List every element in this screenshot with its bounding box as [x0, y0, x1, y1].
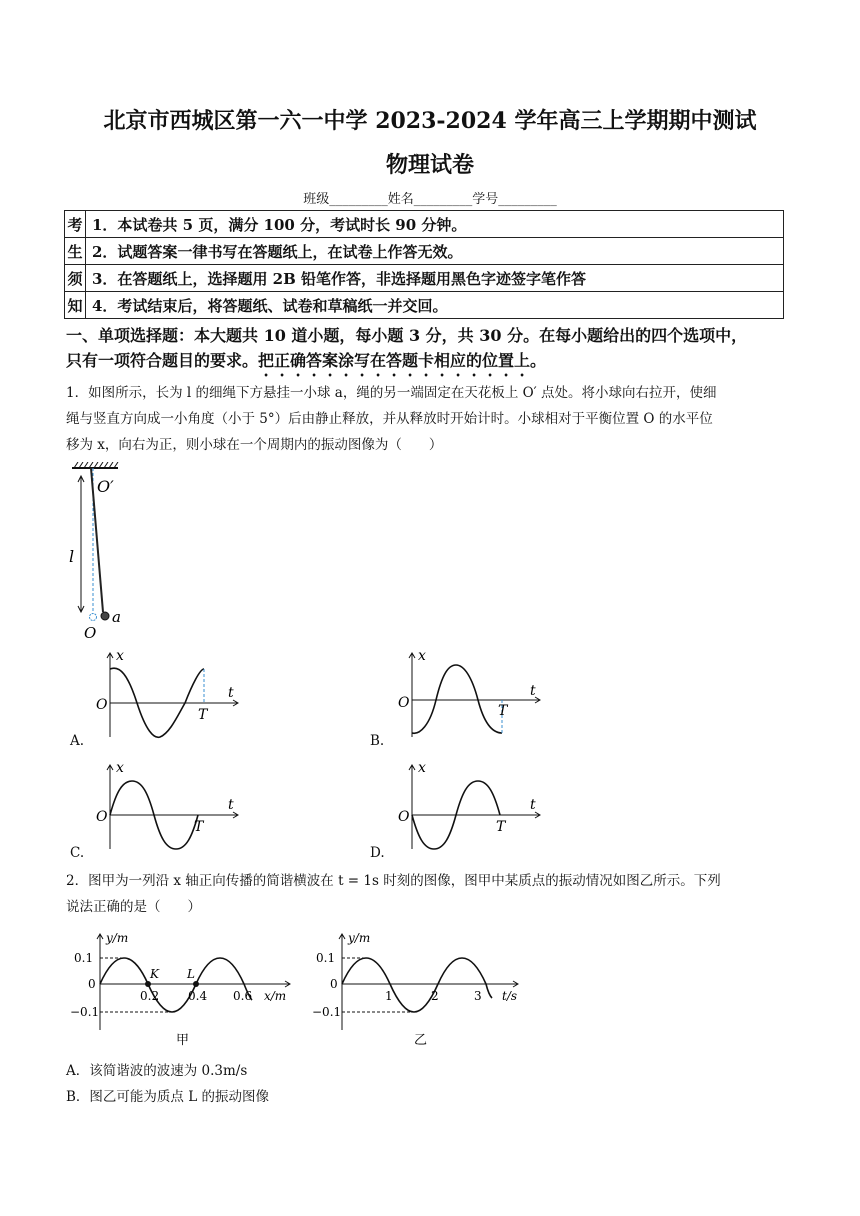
ytick-label: 0.1: [316, 951, 336, 965]
label-o-prime: O′: [97, 477, 114, 496]
xtick-label: 3: [474, 989, 482, 1003]
exam-notice-table: [64, 210, 784, 319]
axis-t-label: t: [530, 683, 536, 699]
option-d-label: D.: [370, 845, 385, 861]
question-1-text: [66, 380, 796, 458]
question-1-line: 移为 x，向右为正，则小球在一个周期内的振动图像为（ ）: [66, 437, 443, 453]
notice-item: 2．试题答案一律书写在答题纸上，在试卷上作答无效。: [86, 238, 784, 265]
x-axis-label: x/m: [264, 989, 287, 1003]
label-o: O: [84, 624, 97, 642]
point-k-label: K: [150, 967, 159, 981]
option-b-label: B.: [370, 733, 385, 749]
notice-side-char: 考: [65, 211, 86, 238]
page-title: 北京市西城区第一六一中学 2023-2024 学年高三上学期期中测试: [103, 108, 757, 134]
question-2-line: 说法正确的是（ ）: [66, 899, 201, 915]
axis-x-label: x: [116, 760, 124, 776]
xtick-label: 2: [431, 989, 439, 1003]
origin-label: O: [398, 695, 410, 711]
origin-label: O: [96, 809, 108, 825]
section-heading-plain: 只有一项符合题目的要求。: [66, 351, 259, 370]
axis-x-label: x: [116, 648, 124, 664]
option-a-label: A.: [70, 733, 85, 749]
notice-side-char: 知: [65, 292, 86, 319]
wave-figure-jia: [70, 928, 300, 1050]
axis-x-label: x: [418, 760, 426, 776]
origin-label: O: [398, 809, 410, 825]
ytick-label: 0: [330, 977, 338, 991]
ytick-label: 0.1: [74, 951, 94, 965]
xtick-label: 0.6: [233, 989, 253, 1003]
page-subtitle: 物理试卷: [385, 152, 474, 178]
option-c-label: C.: [70, 845, 85, 861]
notice-side-char: 生: [65, 238, 86, 265]
notice-item: 3．在答题纸上，选择题用 2B 铅笔作答，非选择题用黑色字迹签字笔作答: [86, 265, 784, 292]
question-2-text: [66, 868, 796, 920]
axis-x-label: x: [418, 648, 426, 664]
notice-item: 4．考试结束后，将答题纸、试卷和草稿纸一并交回。: [86, 292, 784, 319]
xtick-label: 1: [385, 989, 393, 1003]
option-a-text: A．该简谐波的波速为 0.3m/s: [66, 1063, 248, 1079]
axis-t-label: t: [228, 685, 234, 701]
label-length: l: [69, 547, 75, 566]
option-d-graph: [392, 757, 552, 857]
section-heading-line2: [66, 348, 796, 380]
period-label: T: [496, 819, 506, 835]
notice-item: 1．本试卷共 5 页，满分 100 分，考试时长 90 分钟。: [86, 211, 784, 238]
period-label: T: [198, 707, 208, 723]
period-label: T: [194, 819, 204, 835]
xtick-label: 0.4: [188, 989, 208, 1003]
pendulum-figure: [66, 462, 136, 644]
y-axis-label: y/m: [348, 931, 371, 945]
ytick-label: −0.1: [312, 1005, 342, 1019]
period-label: T: [498, 703, 508, 719]
figure-caption: 甲: [176, 1033, 190, 1048]
question-2-line: 2．图甲为一列沿 x 轴正向传播的简谐横波在 t = 1s 时刻的图像，图甲中某质点的振动情况如图乙所示。下列: [66, 873, 721, 889]
origin-label: O: [96, 697, 108, 713]
axis-t-label: t: [228, 797, 234, 813]
wave-figure-yi: [308, 928, 528, 1050]
option-b-graph: [392, 645, 552, 745]
x-axis-label: t/s: [502, 989, 518, 1003]
section-heading-line1: 一、单项选择题：本大题共 10 道小题，每小题 3 分，共 30 分。在每小题给出的四个选项中，: [66, 326, 748, 345]
xtick-label: 0.2: [140, 989, 160, 1003]
section-heading-emphasis: 把正确答案涂写在答题卡相应的位置上。: [258, 351, 547, 370]
point-l-label: L: [187, 967, 195, 981]
figure-caption: 乙: [414, 1033, 428, 1048]
option-a-graph: [90, 645, 250, 745]
ytick-label: −0.1: [70, 1005, 100, 1019]
question-1-line: 1．如图所示，长为 l 的细绳下方悬挂一小球 a，绳的另一端固定在天花板上 O′ 点处。将小球向右拉开，使细: [66, 385, 717, 401]
axis-t-label: t: [530, 797, 536, 813]
y-axis-label: y/m: [106, 931, 129, 945]
ytick-label: 0: [88, 977, 96, 991]
question-1-line: 绳与竖直方向成一小角度（小于 5°）后由静止释放，并从释放时开始计时。小球相对于平衡位置 O 的水平位: [66, 411, 713, 427]
notice-side-char: 须: [65, 265, 86, 292]
student-info-line: 班级_________姓名_________学号_________: [303, 192, 557, 207]
option-b-text: B．图乙可能为质点 L 的振动图像: [66, 1089, 269, 1105]
question-2-options: [66, 1058, 796, 1110]
option-c-graph: [90, 757, 250, 857]
label-ball: a: [112, 608, 121, 626]
section-heading: [66, 323, 796, 380]
